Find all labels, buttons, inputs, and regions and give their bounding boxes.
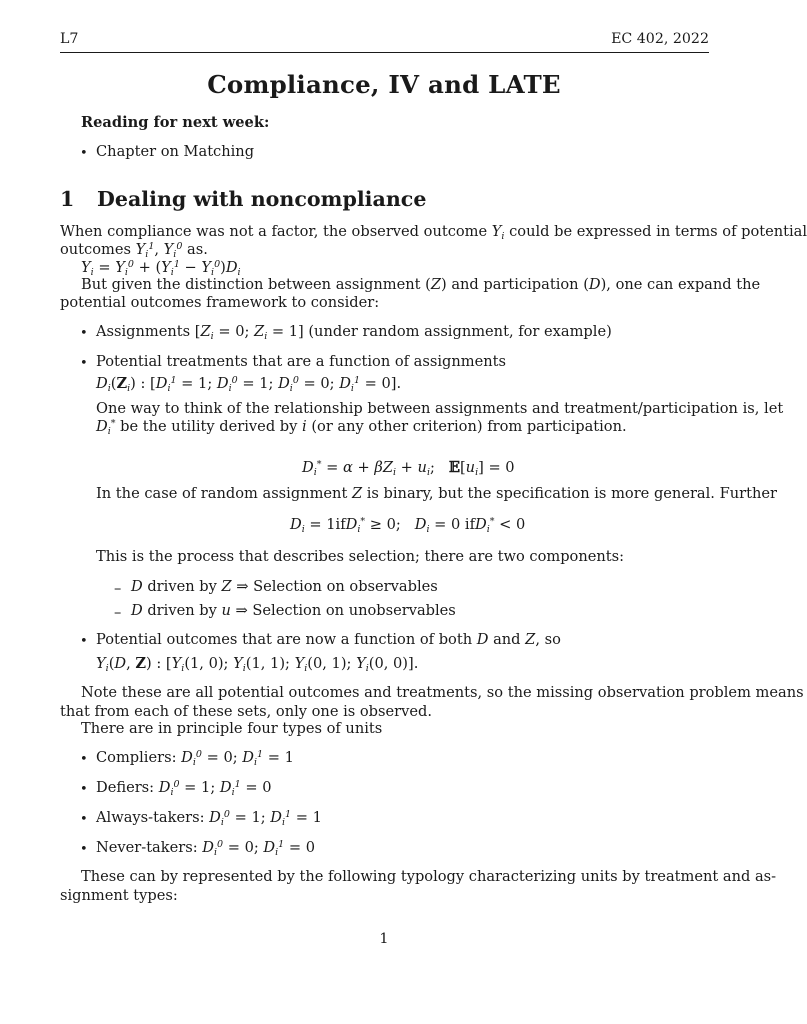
section-title: Dealing with noncompliance bbox=[97, 187, 427, 211]
header-rule bbox=[60, 52, 709, 53]
paragraph-2-line-1: But given the distinction between assignment (Z) and participation (D), one can expand the bbox=[81, 276, 761, 293]
type-defiers: Defiers: $D_i^0 = 1$; $D_i^1 = 0$ bbox=[96, 779, 272, 798]
equation-utility: $D_i^* = \alpha + \beta Z_i + u_i$; $𝔼[u_i] = 0$ bbox=[302, 459, 515, 478]
bullet-assignments: Assignments [$Z_i = 0$; $Z_i = 1$] (under random assignment, for example) bbox=[96, 323, 612, 342]
utility-line-2: $D_i^*$ be the utility derived by i (or any other criterion) from participation. bbox=[96, 418, 627, 437]
reading-label: Reading for next week: bbox=[81, 114, 270, 131]
type-always-takers: Always-takers: $D_i^0 = 1$; $D_i^1 = 1$ bbox=[96, 809, 322, 828]
section-number: 1 bbox=[60, 187, 75, 211]
equation-observed-outcome: $Y_i = Y_i^0 + (Y_i^1 - Y_i^0)D_i$ bbox=[81, 259, 241, 278]
bullet-outcomes-intro: Potential outcomes that are now a function of both D and Z, so bbox=[96, 631, 561, 648]
type-never-takers: Never-takers: $D_i^0 = 0$; $D_i^1 = 0$ bbox=[96, 839, 316, 858]
selection-unobservables: D driven by u ⇒ Selection on unobservables bbox=[131, 602, 456, 619]
bullet-treatments-intro: Potential treatments that are a function of assignments bbox=[96, 353, 506, 370]
bullet-icon: • bbox=[80, 356, 88, 371]
bullet-icon: • bbox=[80, 812, 88, 827]
selection-intro: This is the process that describes selection; there are two components: bbox=[96, 548, 625, 565]
paragraph-1-line-1: When compliance was not a factor, the observed outcome $Y_i$ could be expressed in terms of potential bbox=[60, 223, 807, 242]
running-header-right: EC 402, 2022 bbox=[611, 31, 709, 47]
dash-icon: – bbox=[114, 580, 122, 597]
utility-line-1: One way to think of the relationship between assignments and treatment/participation is, let bbox=[96, 400, 784, 417]
paragraph-4-line-1: These can by represented by the following typology characterizing units by treatment and as- bbox=[81, 868, 777, 885]
running-header-left: L7 bbox=[60, 31, 79, 47]
paragraph-3-line-1: Note these are all potential outcomes and treatments, so the missing observation problem means bbox=[81, 684, 804, 701]
bullet-icon: • bbox=[80, 326, 88, 341]
reading-item: Chapter on Matching bbox=[96, 143, 255, 160]
random-assignment-line: In the case of random assignment Z is binary, but the specification is more general. Further bbox=[96, 485, 777, 502]
bullet-icon: • bbox=[80, 842, 88, 857]
bullet-icon: • bbox=[80, 634, 88, 649]
paragraph-2-line-2: potential outcomes framework to consider: bbox=[60, 294, 380, 311]
outcomes-formula: $Y_i(D$, Z) : [$Y_i(1$, 0); $Y_i(1$, 1); $Y_i(0$, 1); $Y_i(0$, 0)]. bbox=[96, 655, 419, 674]
bullet-icon: • bbox=[80, 752, 88, 767]
paragraph-4-line-2: signment types: bbox=[60, 887, 178, 904]
equation-indicator: $D_i = 1ifD_i^* \ge 0$; $D_i = 0$ ifD$_i$* < 0 bbox=[290, 516, 526, 535]
document-title: Compliance, IV and LATE bbox=[207, 70, 561, 99]
section-heading bbox=[60, 187, 426, 211]
paragraph-1-line-2: outcomes $Y_i^1$, $Y_i^0$ as. bbox=[60, 241, 208, 260]
treatments-formula: $D_i(Z_i)$ : [$D_i^1 = 1$; $D_i^0 = 1$; $D_i^0 = 0$; $D_i^1 = 0$]. bbox=[96, 375, 402, 394]
type-compliers: Compliers: $D_i^0 = 0$; $D_i^1 = 1$ bbox=[96, 749, 294, 768]
paragraph-3-line-3: There are in principle four types of units bbox=[81, 720, 383, 737]
dash-icon: – bbox=[114, 604, 122, 621]
paragraph-3-line-2: that from each of these sets, only one is observed. bbox=[60, 703, 432, 720]
bullet-icon: • bbox=[80, 782, 88, 797]
selection-observables: D driven by Z ⇒ Selection on observables bbox=[131, 578, 438, 595]
page-number: 1 bbox=[379, 931, 389, 947]
bullet-icon: • bbox=[80, 146, 88, 161]
